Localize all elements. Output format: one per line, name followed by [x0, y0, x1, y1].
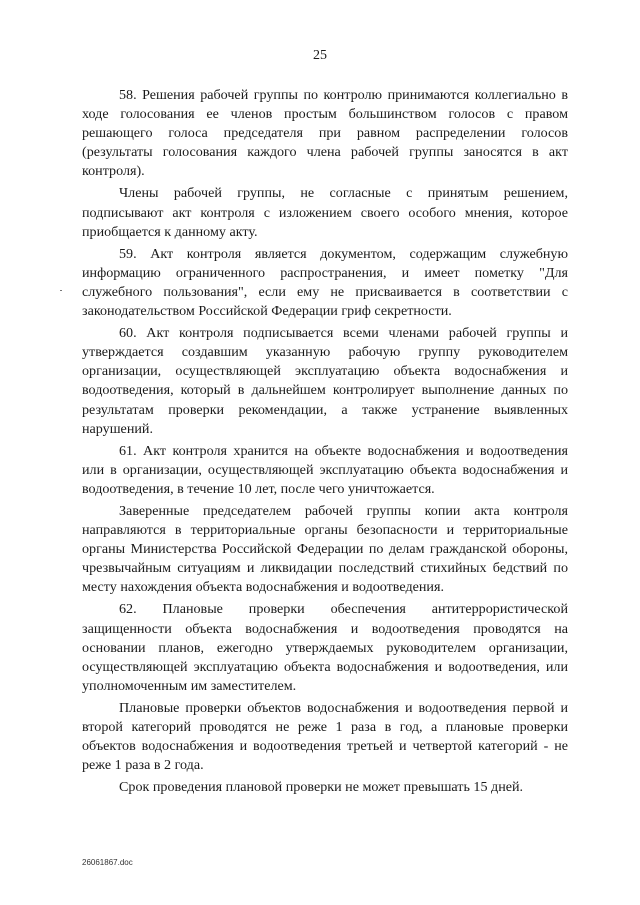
paragraph-dissenting-members: Члены рабочей группы, не согласные с принятым решением, подписывают акт контроля с изложением своего особого мнения, которое приобщается к данному акту. — [82, 185, 568, 240]
paragraph-59: 59. Акт контроля является документом, содержащим служебную информацию ограниченного распространения, и имеет пометку "Для служебного пользования", если ему не присваивается в соответствии с законодательством Российской Федерации гриф секретности. — [82, 245, 568, 320]
paragraph-58: 58. Решения рабочей группы по контролю принимаются коллегиально в ходе голосования ее членов простым большинством голосов с правом решающего голоса председателя при равном распределении голосов (результаты голосования каждого члена рабочей группы заносятся в акт контроля). — [82, 87, 568, 180]
paragraph-62: 62. Плановые проверки обеспечения антитеррористической защищенности объекта водоснабжения и водоотведения проводятся на основании планов, ежегодно утверждаемых руководителем организации, осуществляющей эксплуатацию объекта водоснабжения и водоотведения, или уполномоченным им заместителем. — [82, 601, 568, 694]
page-number: 25 — [313, 48, 327, 63]
paragraph-inspection-duration: Срок проведения плановой проверки не может превышать 15 дней. — [119, 779, 524, 796]
document-body — [82, 86, 568, 800]
document-file-code: 26061867.doc — [82, 858, 133, 867]
paragraph-61: 61. Акт контроля хранится на объекте водоснабжения и водоотведения или в организации, осуществляющей эксплуатацию объекта водоснабжения и водоотведения, в течение 10 лет, после чего уничтожается. — [82, 442, 568, 497]
scan-artifact — [60, 290, 62, 291]
paragraph-60: 60. Акт контроля подписывается всеми членами рабочей группы и утверждается создавшим указанную рабочую группу руководителем организации, осуществляющей эксплуатацию объекта водоснабжения и водоотведения, который в дальнейшем контролирует выполнение данных по результатам проверки рекомендации, а также устранение выявленных нарушений. — [82, 325, 568, 437]
paragraph-inspection-frequency: Плановые проверки объектов водоснабжения и водоотведения первой и второй категорий проводятся не реже 1 раза в год, а плановые проверки объектов водоснабжения и водоотведения третьей и четвертой категорий - не реже 1 раза в 2 года. — [82, 699, 568, 774]
paragraph-certified-copies: Заверенные председателем рабочей группы копии акта контроля направляются в территориальные органы безопасности и территориальные органы Министерства Российской Федерации по делам гражданской обороны, чрезвычайным ситуациям и ликвидации последствий стихийных бедствий по месту нахождения объекта водоснабжения и водоотведения. — [82, 502, 568, 596]
